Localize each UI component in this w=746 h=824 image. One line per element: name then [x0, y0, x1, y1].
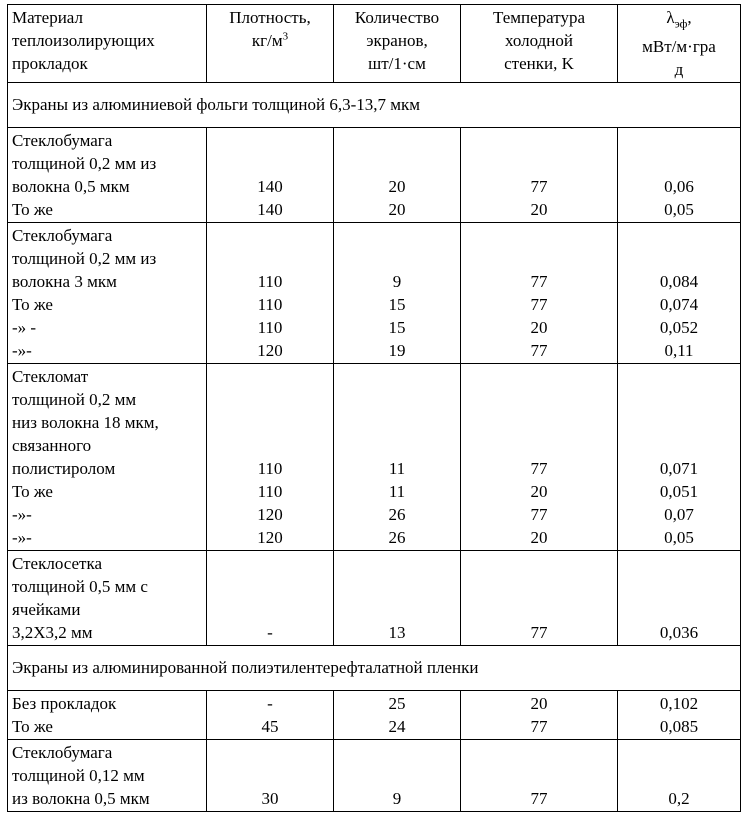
screens-cell	[334, 128, 461, 223]
cell-line: 0,084	[659, 272, 699, 292]
screens-cell	[334, 740, 461, 812]
temperature-cell	[461, 223, 618, 364]
cell-line: -	[267, 623, 273, 643]
cell-line: 0,074	[659, 295, 699, 315]
lambda-cell	[618, 128, 741, 223]
cell-line: 140	[257, 200, 283, 220]
cell-line: волокна 0,5 мкм	[12, 177, 130, 197]
cell-line: 140	[257, 177, 283, 197]
lambda-cell	[618, 223, 741, 364]
cell-line: волокна 3 мкм	[12, 272, 117, 292]
cell-line: Стеклобумага	[12, 131, 113, 151]
cell-line: 20	[530, 528, 548, 548]
temperature-cell	[461, 740, 618, 812]
cell-line: -» -	[12, 318, 37, 338]
material-cell	[8, 691, 207, 740]
cell-line: Стеклобумага	[12, 226, 113, 246]
temperature-cell	[461, 551, 618, 646]
temperature-cell	[461, 364, 618, 551]
cell-line: 0,102	[659, 694, 699, 714]
cell-line: толщиной 0,2 мм из	[12, 249, 157, 269]
cell-line: Стеклосетка	[12, 554, 103, 574]
material-cell	[8, 128, 207, 223]
density-cell	[207, 364, 334, 551]
cell-line: 25	[388, 694, 406, 714]
cell-line: -»-	[12, 505, 32, 525]
cell-line: 26	[388, 505, 406, 525]
lambda-cell	[618, 551, 741, 646]
cell-line: То же	[12, 295, 53, 315]
header-lambda: $\lambda_{эф}$, мВт/м·гра д	[618, 5, 741, 83]
cell-line: 3,2X3,2 мм	[12, 623, 93, 643]
cell-line: 120	[257, 528, 283, 548]
cell-line: 0,05	[664, 200, 694, 220]
cell-line: -	[267, 694, 273, 714]
cell-line: 9	[392, 272, 402, 292]
cell-line: 110	[257, 318, 283, 338]
screens-cell	[334, 364, 461, 551]
material-cell	[8, 364, 207, 551]
density-cell	[207, 740, 334, 812]
cell-line: 0,036	[659, 623, 699, 643]
cell-line: 77	[530, 272, 548, 292]
cell-line: 0,071	[659, 459, 699, 479]
cell-line: 77	[530, 717, 548, 737]
cell-line: 15	[388, 295, 406, 315]
lambda-cell	[618, 740, 741, 812]
section-title: Экраны из алюминиевой фольги толщиной 6,3-13,7 мкм	[8, 83, 741, 128]
cell-line: 20	[530, 482, 548, 502]
cell-line: 11	[388, 482, 406, 502]
cell-line: толщиной 0,2 мм	[12, 390, 137, 410]
cell-line: 0,07	[664, 505, 694, 525]
section-title: Экраны из алюминированной полиэтилентерефталатной пленки	[8, 646, 741, 691]
cell-line: 120	[257, 341, 283, 361]
cell-line: 0,2	[668, 789, 690, 809]
cell-line: -»-	[12, 528, 32, 548]
screens-cell	[334, 223, 461, 364]
cell-line: 77	[530, 623, 548, 643]
cell-line: 77	[530, 789, 548, 809]
cell-line: 20	[530, 318, 548, 338]
cell-line: 0,05	[664, 528, 694, 548]
cell-line: 20	[530, 200, 548, 220]
table-row	[8, 364, 741, 551]
cell-line: Стекломат	[12, 367, 89, 387]
screens-cell	[334, 691, 461, 740]
cell-line: 110	[257, 272, 283, 292]
cell-line: 110	[257, 459, 283, 479]
cell-line: ячейками	[12, 600, 81, 620]
cell-line: толщиной 0,5 мм с	[12, 577, 148, 597]
cell-line: 11	[388, 459, 406, 479]
table-row	[8, 551, 741, 646]
cell-line: 0,051	[659, 482, 699, 502]
header-screens: Количество экранов, шт/1·см	[334, 5, 461, 83]
cell-line: То же	[12, 200, 53, 220]
density-cell	[207, 551, 334, 646]
table-header-row	[8, 5, 741, 83]
temperature-cell	[461, 691, 618, 740]
cell-line: Стеклобумага	[12, 743, 113, 763]
header-temperature: Температура холодной стенки, K	[461, 5, 618, 83]
cell-line: 77	[530, 295, 548, 315]
material-cell	[8, 223, 207, 364]
material-cell	[8, 551, 207, 646]
cell-line: 0,085	[659, 717, 699, 737]
cell-line: 110	[257, 295, 283, 315]
cell-line: 77	[530, 505, 548, 525]
cell-line: толщиной 0,12 мм	[12, 766, 145, 786]
density-cell	[207, 223, 334, 364]
material-cell	[8, 740, 207, 812]
screens-cell	[334, 551, 461, 646]
header-material: Материал теплоизолирующих прокладок	[8, 5, 207, 83]
cell-line: 13	[388, 623, 406, 643]
cell-line: 20	[530, 694, 548, 714]
cell-line: 110	[257, 482, 283, 502]
cell-line: 120	[257, 505, 283, 525]
cell-line: из волокна 0,5 мкм	[12, 789, 150, 809]
table-row	[8, 740, 741, 812]
cell-line: 45	[261, 717, 279, 737]
cell-line: 0,11	[664, 341, 694, 361]
cell-line: То же	[12, 717, 53, 737]
cell-line: Без прокладок	[12, 694, 117, 714]
cell-line: 15	[388, 318, 406, 338]
table-row	[8, 128, 741, 223]
lambda-cell	[618, 364, 741, 551]
cell-line: связанного	[12, 436, 92, 456]
cell-line: 24	[388, 717, 406, 737]
cell-line: 77	[530, 341, 548, 361]
cell-line: 77	[530, 459, 548, 479]
cell-line: низ волокна 18 мкм,	[12, 413, 159, 433]
table-row	[8, 691, 741, 740]
cell-line: 20	[388, 200, 406, 220]
cell-line: 19	[388, 341, 406, 361]
cell-line: То же	[12, 482, 53, 502]
cell-line: 77	[530, 177, 548, 197]
table-row	[8, 223, 741, 364]
cell-line: 26	[388, 528, 406, 548]
cell-line: толщиной 0,2 мм из	[12, 154, 157, 174]
cell-line: 9	[392, 789, 402, 809]
header-density: Плотность, $кг/м^3$	[207, 5, 334, 83]
insulation-table	[7, 4, 741, 812]
cell-line: 0,06	[664, 177, 694, 197]
section-row	[8, 83, 741, 128]
density-cell	[207, 128, 334, 223]
cell-line: полистиролом	[12, 459, 116, 479]
density-cell	[207, 691, 334, 740]
table-body	[8, 83, 741, 812]
cell-line: 30	[261, 789, 279, 809]
cell-line: -»-	[12, 341, 32, 361]
cell-line: 0,052	[659, 318, 699, 338]
temperature-cell	[461, 128, 618, 223]
lambda-cell	[618, 691, 741, 740]
section-row	[8, 646, 741, 691]
cell-line: 20	[388, 177, 406, 197]
